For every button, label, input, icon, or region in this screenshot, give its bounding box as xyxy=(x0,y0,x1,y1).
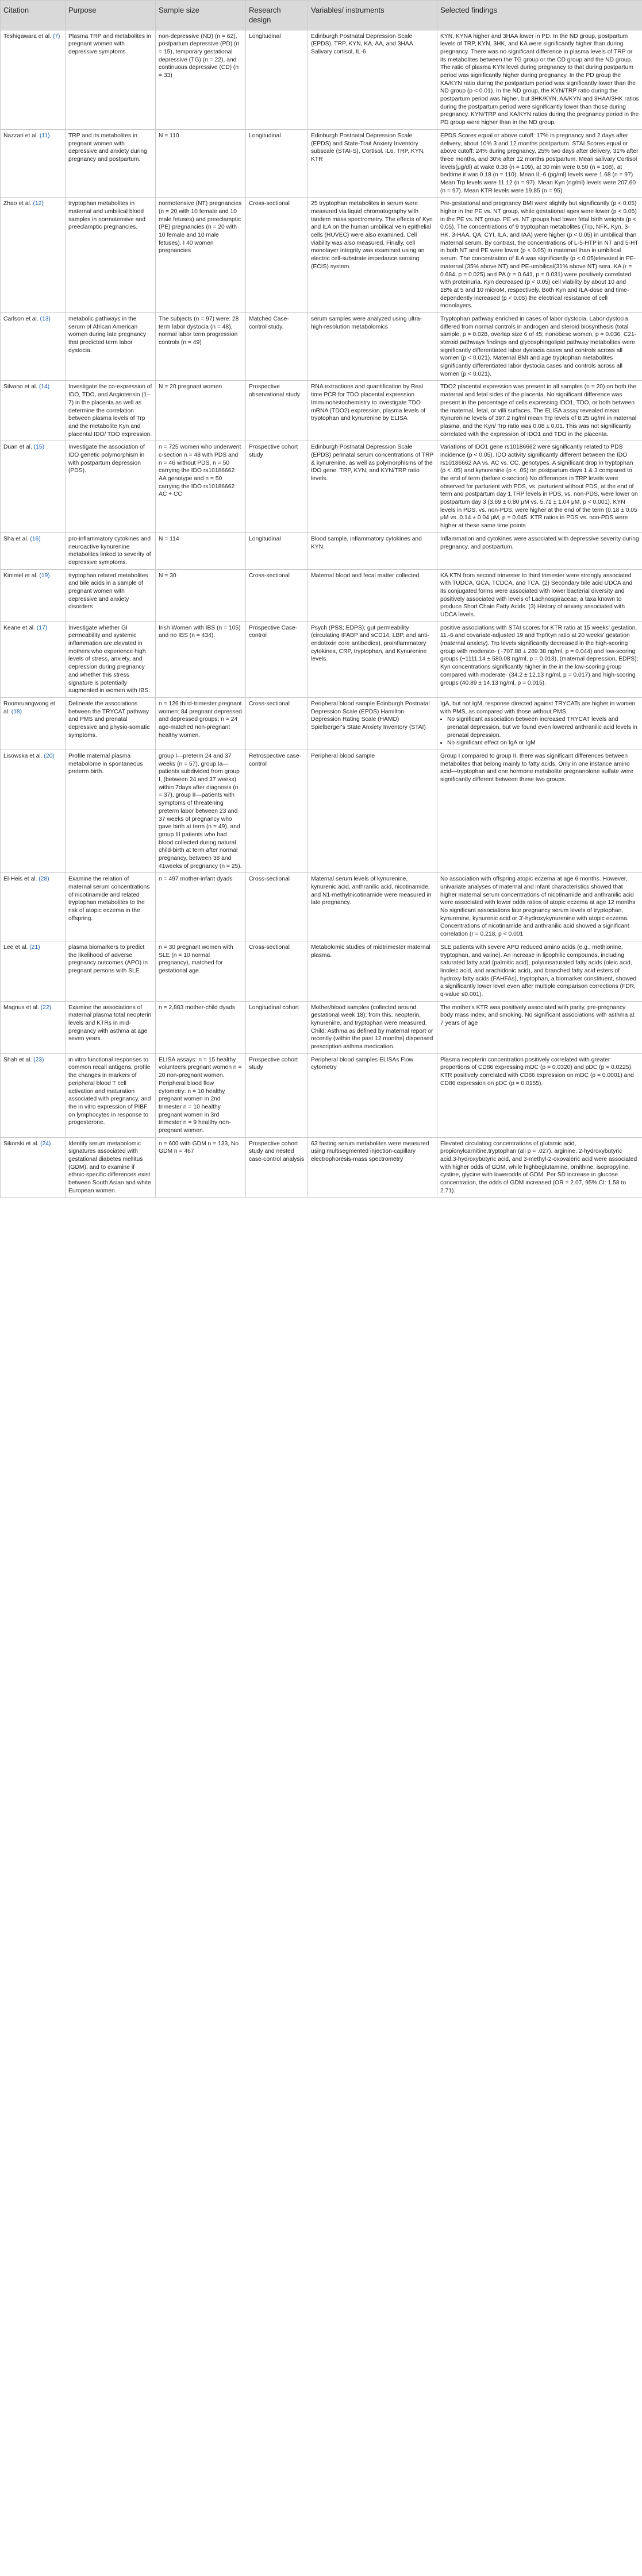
cell-sample-size xyxy=(156,873,246,941)
cell-variables xyxy=(308,129,437,198)
cell-findings xyxy=(437,941,642,1001)
cell-sample-size-text: n = 30 pregnant women with SLE (n = 10 normal pregnancy), matched for gestational age. xyxy=(159,944,233,974)
citation-author: Sikorski et al. xyxy=(3,1140,39,1147)
cell-research-design-text: Longitudinal xyxy=(249,535,281,542)
header-row xyxy=(1,1,642,30)
cell-research-design-text: Cross-sectional xyxy=(249,944,290,951)
cell-sample-size-text: normotensive (NT) pregnancies (n = 20 with 10 female and 10 male fetuses) and preeclamptic (PE) pregnancies (n = 20 with 10 female and 10 male fetuses). I 40 women pregnancies xyxy=(159,200,242,254)
cell-variables-text: Peripheral blood sample Edinburgh Postnatal Depression Scale (EPDS) Hamilton Depression Rating Scale (HAMD) Spielberger's State Anxiety Inventory (STAI) xyxy=(311,700,430,731)
cell-purpose xyxy=(66,873,156,941)
cell-purpose xyxy=(66,1053,156,1137)
citation-reference-link[interactable]: (11) xyxy=(39,132,50,139)
cell-purpose xyxy=(66,697,156,750)
cell-findings-text: Elevated circulating concentrations of glutamic acid, propionylcarnitine,tryptophan (all p = .027), arginine, 2-hydroxybutyric acid,3-hydroxybutyric acid, and 3-methyl-2-oxovaleric acid were associated with higher odds of GDM, while highbeglutamine, ornithine, isopropyline, cystine, glycine with lowerodds of GDM. Per SD increase in glucose concentration, the odds of GDM increased (OR = 2.07, 95% CI: 1.58 to 2.71). xyxy=(440,1140,637,1194)
cell-research-design-text: Matched Case-control study. xyxy=(249,315,289,330)
cell-findings xyxy=(437,621,642,697)
cell-variables xyxy=(308,569,437,621)
citation-reference-link[interactable]: (20) xyxy=(44,753,55,759)
cell-research-design xyxy=(246,1053,308,1137)
cell-variables xyxy=(308,381,437,441)
cell-research-design-text: Cross-sectional xyxy=(249,572,290,579)
cell-citation xyxy=(1,1001,66,1053)
cell-purpose-text: tryptophan metabolites in maternal and umbilical blood samples in normotensive and preeclamptic pregnancies. xyxy=(68,200,145,231)
cell-sample-size xyxy=(156,441,246,533)
cell-citation xyxy=(1,441,66,533)
table-row xyxy=(1,750,642,873)
cell-variables xyxy=(308,441,437,533)
cell-variables xyxy=(308,873,437,941)
cell-purpose-text: Investigate the association of IDO genetic polymorphism in with postpartum depression (PDS). xyxy=(68,444,145,474)
cell-variables-text: Edinburgh Postnatal Depression Scale (EPDS) and State-Trait Anxiety Inventory subscale (STAI-S), Cortisol, IL6, TRP, KYN, KTR xyxy=(311,132,425,163)
citation-author: Shah et al. xyxy=(3,1056,32,1063)
cell-variables xyxy=(308,1001,437,1053)
cell-purpose-text: plasma biomarkers to predict the likelihood of adverse pregnancy outcomes (APO) in pregnant persons with SLE. xyxy=(68,944,148,974)
cell-research-design xyxy=(246,129,308,198)
cell-citation xyxy=(1,941,66,1001)
cell-citation xyxy=(1,1137,66,1198)
cell-research-design xyxy=(246,873,308,941)
cell-purpose-text: in vitro functional responses to common recall antigens, profile the changes in markers of peripheral blood T cell activation and maturation associated with pregnancy, and the in vitro expression of PIBF on lymphocytes in response to progesterone. xyxy=(68,1056,151,1126)
cell-variables-text: RNA extractions and quantification by Real time PCR for TDO placental expression Immunohistochemistry to investigate TDO mRNA (TDO2) expression, plasma levels of tryptophan and kynurenine by ELISA xyxy=(311,384,426,422)
table-container xyxy=(0,0,642,1198)
cell-findings-text: Variations of IDO1 gene rs10186662 were significantly related to PDS incidence (p < 0.05). IDO activity significantly different between the IDO rs10186662 AA vs. AC vs. CC. genotypes. A significant drop in tryptophan (p < .05) and kynurenine (p < .05) on postpartum days 1 & 3 compared to the end of term (before c-section) No differences in TRP levels were observed for parturient with PDS, vs. parturient without PDS, at the end of term and postpartum day 1.TRP levels in PDS, vs. non-PDS, were lower on postpartum day 3 (3.69 ± 0.80 μM vs. 5.71 ± 1.04 μM, p < 0.001). KYN levels in PDS, vs. non-PDS, were higher at the end of the term (0.18 ± 0.05 μM vs. 0.14 ± 0.04 μM, p = 0.045. KTR ratios in PDS vs. non-PDS were higher at these same time points xyxy=(440,444,638,530)
cell-findings-text: SLE patients with severe APO reduced amino acids (e.g., methionine, tryptophan, and valine). An increase in lipophilic compounds, including saturated fatty acid (palmitic acid), polyunsaturated fatty acids (oleic acid, linoleic acid, and arachidonic acid), and branched fatty acid esters of hydroxy fatty acids (FAHFAs), tryptophan, a biomarker constituent, showed a significantly lower level even after multiple comparison corrections (FDR, q-value ≤0.001). xyxy=(440,944,637,998)
findings-bullet-item: • No significant association between increased TRYCAT levels and prenatal depression, but we found even lowered anthranilic acid levels in prenatal depression. xyxy=(447,716,639,739)
cell-findings xyxy=(437,1001,642,1053)
cell-findings-text: EPDS Scores equal or above cutoff: 17% in pregnancy and 2 days after delivery, about 10% 3 and 12 months postpartum. STAI Scores equal or above cutoff: 24% during pregnancy, 25% two days after delivery, 31% after three months, and 30% after 12 months postpartum. Mean salivary Cortisol levels(μg/dl) at wake 0.38 (n = 109), at 30 min were 0.50 (n = 108), at bedtime it was 0.18 (n = 110). Mean IL-6 (pg/ml) levels were 1.68 (n = 97). Mean Trp levels were 11.12 (n = 97). Mean Kyn (ng/ml) levels were 207.60 (n = 97). Mean KTR levels were 19.85 (n = 95). xyxy=(440,132,639,194)
table-row xyxy=(1,1137,642,1198)
cell-variables xyxy=(308,1137,437,1198)
header-purpose: Purpose xyxy=(66,1,156,30)
cell-purpose xyxy=(66,1001,156,1053)
header-citation: Citation xyxy=(1,1,66,30)
citation-reference-link[interactable]: (22) xyxy=(40,1004,52,1011)
cell-research-design-text: Cross-sectional xyxy=(249,700,290,707)
cell-research-design xyxy=(246,312,308,381)
cell-research-design xyxy=(246,441,308,533)
citation-reference-link[interactable]: (24) xyxy=(40,1140,51,1147)
cell-variables-text: Edinburgh Postnatal Depression Scale (EPDS) perinatal serum concentrations of TRP & kynurenine, as well as polymorphisms of the IDO gene. TRP, KYN, and KYN/TRP ratio levels. xyxy=(311,444,434,482)
cell-variables-text: 25 tryptophan metabolites in serum were measured via liquid chromatography with tandem mass spectrometry. The effects of Kyn and ILA on the human umbilical vein epithelial cells (HUVEC) were also examined. Cell viability was also measured. Finally, cell monolayer integrity was examined using an electric cell-substrate impedance sensing (ECIS) system. xyxy=(311,200,433,270)
citation-author: Roomruangwong et al. xyxy=(3,700,55,715)
cell-research-design xyxy=(246,1001,308,1053)
cell-findings-text: Plasma neopterin concentration positively correlated with greater proportions of CD86 expressing mDC (p = 0.0320) and pDC (p = 0.0225). KTR positively correlated with CD86 expression on mDC (p = 0.0001) and CD86 expression on pDC (p = 0.0155). xyxy=(440,1056,634,1087)
cell-purpose-text: Identify serum metabolomic signatures associated with gestational diabetes mellitus (GDM), and to examine if ethnic-specific differences exist between South Asian and white European women. xyxy=(68,1140,151,1194)
cell-purpose xyxy=(66,441,156,533)
cell-sample-size-text: N = 114 xyxy=(159,535,179,542)
table-row xyxy=(1,569,642,621)
table-header xyxy=(1,1,642,30)
citation-author: Lisowska et al. xyxy=(3,753,43,759)
cell-findings-text: Pre-gestational and pregnancy BMI were slightly but significantly (p < 0.05) higher in the PE vs. NT group, while gestational ages were lower (p < 0.05) in the PE vs. NT group. PE vs. NT groups had lower fetal birth weights (p < 0.05). The concentrations of 9 tryptophan metabolites (Trp, NFK, Kyn, 3-HK, 3-HAA, QA, CYI, ILA, and IAA) were higher (p < 0.05) in umbilical than maternal serum. By contrast, the concentrations of L-5-HTP in NT and 5-HT in both NT and PE were lower (p < 0.05) in maternal than in umbilical serum. The concentration of ILA was significantly (p < 0.05)elevated in PE-maternal (35% above NT) and PE-umbilical(31% above NT) sera. KA (r = 0.684, p = 0.025) and PA (r = 0.641, p = 0.031) were positively correlated with proteinuria. Kyn decreased (p < 0.05) cell viability by about 10 and 18% at 5 and 10 microM, respectively. Both Kyn and ILA-dose and time-dependently increased (p < 0.05) the electrical resistance of cell monolayers. xyxy=(440,200,639,310)
cell-findings xyxy=(437,697,642,750)
cell-variables-text: Maternal serum levels of kynurenine, kynurenic acid, anthranilic acid, nicotinamide, and N1-methylnicotinamide were measured in late pregnancy. xyxy=(311,876,432,906)
cell-sample-size-text: non-depressive (ND) (n = 62), postpartum depressive (PD) (n = 15), temporary gestational depressive (TG) (n = 22), and continuous depressive (CD) (n = 33) xyxy=(159,33,240,79)
citation-reference-link[interactable]: (16) xyxy=(30,535,41,542)
cell-sample-size xyxy=(156,532,246,569)
cell-research-design-text: Longitudinal xyxy=(249,132,281,139)
table-row xyxy=(1,198,642,313)
header-sample-size: Sample size xyxy=(156,1,246,30)
cell-purpose-text: Delineate the associations between the TRYCAT pathway and PMS and prenatal depressive and physio-somatic symptoms. xyxy=(68,700,150,739)
table-row xyxy=(1,697,642,750)
table-row xyxy=(1,312,642,381)
cell-citation xyxy=(1,569,66,621)
cell-research-design-text: Prospective cohort study xyxy=(249,444,298,458)
cell-research-design xyxy=(246,30,308,129)
cell-variables-text: Peripheral blood sample xyxy=(311,753,375,759)
cell-sample-size-text: n = 2,883 mother-child dyads xyxy=(159,1004,236,1011)
citation-author: Nazzari et al. xyxy=(3,132,39,139)
cell-research-design-text: Retrospective case-control xyxy=(249,753,301,767)
cell-citation xyxy=(1,621,66,697)
cell-sample-size xyxy=(156,1001,246,1053)
cell-variables xyxy=(308,941,437,1001)
cell-citation xyxy=(1,129,66,198)
cell-research-design xyxy=(246,198,308,313)
cell-sample-size xyxy=(156,312,246,381)
cell-variables xyxy=(308,532,437,569)
citation-author: Carlson et al. xyxy=(3,315,39,322)
cell-purpose xyxy=(66,1137,156,1198)
citation-author: El-Heis et al. xyxy=(3,876,37,883)
cell-purpose xyxy=(66,381,156,441)
citation-reference-link[interactable]: (17) xyxy=(36,624,48,631)
citation-author: Keane et al. xyxy=(3,624,35,631)
cell-purpose xyxy=(66,30,156,129)
cell-citation xyxy=(1,750,66,873)
cell-purpose-text: pro-inflammatory cytokines and neuroactive kynurenine metabolites linked to severity of depressive symptoms. xyxy=(68,535,151,566)
cell-research-design-text: Prospective cohort study xyxy=(249,1056,298,1071)
cell-variables xyxy=(308,1053,437,1137)
cell-variables-text: Peripheral blood samples ELISAs Flow cytometry xyxy=(311,1056,413,1071)
cell-purpose-text: TRP and its metabolites in pregnant women with depressive and anxiety during pregnancy and postpartum. xyxy=(68,132,147,163)
cell-sample-size-text: N = 20 pregnant women xyxy=(159,384,222,391)
cell-research-design xyxy=(246,941,308,1001)
cell-citation xyxy=(1,381,66,441)
header-findings: Selected findings xyxy=(437,1,642,30)
cell-research-design xyxy=(246,532,308,569)
table-row xyxy=(1,941,642,1001)
cell-sample-size-text: n = 126 third-trimester pregnant women: 84 pregnant depressed and depressed groups; n = 24 age-matched non-pregnant healthy women. xyxy=(159,700,242,739)
cell-citation xyxy=(1,532,66,569)
citation-reference-link[interactable]: (15) xyxy=(33,444,44,451)
citation-author: Silvano et al. xyxy=(3,384,37,391)
cell-variables-text: Psych (PSS; EDPS); gut permeability (circulating IFABP and sCD14, LBP, and anti-endotoxin core antibodies), proinflammatory cytokines, CRP, tryptophan, and Kynurenine levels. xyxy=(311,624,429,663)
table-row xyxy=(1,1001,642,1053)
citation-reference-link[interactable]: (14) xyxy=(39,384,50,391)
citation-author: Duan et al. xyxy=(3,444,32,451)
cell-findings-text: Tryptophan pathway enriched in cases of labor dystocia. Labor dystocia differed from normal controls in androgen and steroid biosynthesis (total sample, p = 0.028, overlap size 6 of 45; nonobese women, p = 0.036, C21-steroid pathways findings and glycosphingolipid pathway metabolites were significantly differentiated labor dystocia cases and controls across all women (p < 0.021). Maternal BMI and age tryptophan metabolites significantly differentiated labor dystocia cases and controls across all women (p < 0.021). xyxy=(440,315,637,377)
cell-sample-size-text: group I—preterm 24 and 37 weeks (n = 57), group Ia—patients subdivided from group I, (between 24 and 37 weeks) within 7days after diagnosis (n = 37), group II—patients with symptoms of threatening preterm labor between 23 and 37 weeks of pregnancy who gave birth at term (n = 49), and group III patients who had blood collected during natural child-birth at term after normal pregnancy, between 38 and 41weeks of pregnancy (n = 25). xyxy=(159,753,242,870)
cell-research-design-text: Longitudinal xyxy=(249,33,281,40)
cell-sample-size-text: n = 600 with GDM n = 133, No GDM n = 467 xyxy=(159,1140,239,1155)
cell-findings xyxy=(437,1053,642,1137)
cell-research-design-text: Cross-sectional xyxy=(249,200,290,207)
cell-findings-text: IgA, but not IgM, response directed against TRYCATs are higher in women with PMS, as compared with those without PMS. xyxy=(440,700,636,715)
citation-author: Lee et al. xyxy=(3,944,28,951)
cell-variables-text: Metabolomic studies of midtrimester maternal plasma. xyxy=(311,944,430,959)
table-body xyxy=(1,30,642,1198)
cell-sample-size-text: N = 110 xyxy=(159,132,179,139)
cell-sample-size-text: Irish Women with IBS (n = 105) and no IBS (n = 434). xyxy=(159,624,241,639)
cell-sample-size xyxy=(156,750,246,873)
cell-sample-size xyxy=(156,569,246,621)
cell-variables-text: 63 fasting serum metabolites were measured using multisegmented injection-capillary electrophoresis-mass spectrometry xyxy=(311,1140,429,1163)
cell-variables xyxy=(308,30,437,129)
cell-variables xyxy=(308,621,437,697)
citation-author: Kimmel et al. xyxy=(3,572,38,579)
cell-variables xyxy=(308,750,437,873)
cell-purpose xyxy=(66,312,156,381)
findings-bullet-list xyxy=(440,716,639,747)
table-row xyxy=(1,441,642,533)
cell-sample-size xyxy=(156,198,246,313)
cell-purpose-text: Plasma TRP and metabolites in pregnant women with depressive symptoms xyxy=(68,33,151,55)
cell-variables xyxy=(308,312,437,381)
cell-findings xyxy=(437,30,642,129)
cell-findings xyxy=(437,198,642,313)
cell-research-design xyxy=(246,621,308,697)
table-row xyxy=(1,1053,642,1137)
cell-findings xyxy=(437,129,642,198)
cell-variables-text: Blood sample, inflammatory cytokines and KYN. xyxy=(311,535,422,550)
cell-purpose xyxy=(66,532,156,569)
cell-variables xyxy=(308,697,437,750)
table-row xyxy=(1,381,642,441)
cell-research-design xyxy=(246,750,308,873)
citation-author: Sha et al. xyxy=(3,535,29,542)
cell-sample-size xyxy=(156,941,246,1001)
cell-findings-text: Inflammation and cytokines were associated with depressive severity during pregnancy, and postpartum. xyxy=(440,535,639,550)
cell-citation xyxy=(1,1053,66,1137)
cell-research-design-text: Cross-sectional xyxy=(249,876,290,883)
citation-reference-link[interactable]: (13) xyxy=(40,315,51,322)
header-research-design: Research design xyxy=(246,1,308,30)
cell-findings xyxy=(437,1137,642,1198)
cell-research-design-text: Prospective observational study xyxy=(249,384,300,399)
table-row xyxy=(1,30,642,129)
cell-purpose-text: Examine the relation of maternal serum concentrations of nicotinamide and related tryptophan metabolites to the risk of atopic eczema in the offspring. xyxy=(68,876,150,922)
cell-sample-size-text: n = 497 mother-infant dyads xyxy=(159,876,233,883)
cell-purpose xyxy=(66,198,156,313)
citation-reference-link[interactable]: (23) xyxy=(33,1056,44,1063)
citation-reference-link[interactable]: (19) xyxy=(39,572,50,579)
cell-research-design xyxy=(246,381,308,441)
citation-reference-link[interactable]: (12) xyxy=(33,200,44,207)
cell-findings xyxy=(437,750,642,873)
cell-citation xyxy=(1,312,66,381)
citation-reference-link[interactable]: (21) xyxy=(29,944,40,951)
cell-sample-size xyxy=(156,1053,246,1137)
cell-findings-text: The mother's KTR was positively associated with parity, pre-pregnancy body mass index, and smoking. No significant associations with asthma at 7 years of age xyxy=(440,1004,635,1026)
cell-purpose-text: Investigate whether GI permeability and systemic inflammation are elevated in mothers who experience high levels of stress, anxiety, and depression during pregnancy and whether this stress signature is potentially augmented in women with IBS. xyxy=(68,624,150,694)
cell-variables-text: serum samples were analyzed using ultra-high-resolution metabolomics xyxy=(311,315,422,330)
cell-sample-size-text: ELISA assays: n = 15 healthy volunteers pregnant women n = 20 non-pregnant women. Peripheral blood flow cytometry: n = 10 healthy pregnant women in 2nd trimester n = 10 healthy pregnant women in 3rd trimester n = 9 healthy non-pregnant women. xyxy=(159,1056,242,1134)
cell-findings-text: Group I compared to group II, there was significant differences between metabolites that belong mainly to fatty acids. Only in one instance amino acid—tryptophan and one hormone metabolite pregnanolone sulfate were significantly different between these two groups. xyxy=(440,753,634,783)
cell-citation xyxy=(1,198,66,313)
cell-citation xyxy=(1,30,66,129)
citation-author: Teshigawara et al. xyxy=(3,33,51,40)
cell-research-design xyxy=(246,1137,308,1198)
cell-purpose xyxy=(66,941,156,1001)
cell-findings-text: No association with offspring atopic eczema at age 6 months. However, univariate analyses of maternal and infant characteristics showed that higher maternal serum concentrations of nicotinamide and anthranilic acid were associated with lower odds ratios of atopic eczema at age 12 months No significant associations late pregnancy serum levels of tryptophan, kynurenine, kynurenic acid or 3'-hydroxykynurenine with atopic eczema. Concentrations of nicotinamide and anthranilic acid showed a significant correlation (r = 0.218, p < 0.001 xyxy=(440,876,636,938)
cell-findings-text: positive associations with STAI scores for KTR ratio at 15 weeks' gestation, 11.-6 and covariate-adjusted 19 and Trp/Kyn ratio at 20 weeks' gestation (maternal anxiety). Trp levels significantly decreased in the high-scoring group with moderate- (−707.88 ± 289.38 ng/ml, p = 0.044) and low-scoring groups (−1111.14 ± 580.08 ng/ml, p = 0.013). (maternal depression, EDPS); Kyn concentrations significantly higher in the in the low-scoring group compared with moderate- (34.2 ± 12.13 ng/ml, p = 0.017) and high-scoring groups (40.89 ± 14.13 ng/ml, p = 0.015). xyxy=(440,624,639,686)
table-row xyxy=(1,129,642,198)
table-row xyxy=(1,873,642,941)
cell-sample-size-text: n = 725 women who underwent c-section n = 48 with PDS and n = 46 without PDS, n = 50 carrying the IDO rs10186662 AA genotype and n = 50 carrying the IDO rs10186662 AC + CC xyxy=(159,444,241,498)
cell-purpose xyxy=(66,750,156,873)
cell-variables-text: Edinburgh Postnatal Depression Scale (EPDS). TRP, KYN, KA, AA, and 3HAA Salivary cortisol, IL-6 xyxy=(311,33,413,55)
cell-research-design-text: Prospective Case-control xyxy=(249,624,298,639)
cell-findings xyxy=(437,532,642,569)
cell-research-design xyxy=(246,697,308,750)
header-variables: Variables/ instruments xyxy=(308,1,437,30)
cell-variables-text: Maternal blood and fecal matter collected. xyxy=(311,572,421,579)
cell-research-design-text: Longitudinal cohort xyxy=(249,1004,299,1011)
cell-research-design xyxy=(246,569,308,621)
citation-author: Magnus et al. xyxy=(3,1004,39,1011)
findings-bullet-item: • No significant effect on IgA or IgM xyxy=(447,739,639,747)
cell-sample-size xyxy=(156,30,246,129)
cell-purpose-text: metabolic pathways in the serum of African American women during late pregnancy that predicted term labor dystocia. xyxy=(68,315,147,354)
cell-sample-size xyxy=(156,129,246,198)
cell-sample-size xyxy=(156,621,246,697)
citation-reference-link[interactable]: (18) xyxy=(11,708,22,715)
cell-purpose xyxy=(66,569,156,621)
cell-sample-size-text: N = 30 xyxy=(159,572,176,579)
cell-findings-text: TDO2 placental expression was present in all samples (n = 20) on both the maternal and fetal sides of the placenta. No significant difference was present in the percentage of cells expressing IDO1, TDO, or both between the maternal, fetal, or villi surfaces. The ELISA assay revealed mean Kynurenine levels of 397.2 ng/ml mean Trp levels of 8.25 ug/ml in maternal plasma, and the Kyn/ Trp ratio was 0.08 ± 0.01. This was not significantly correlated with the expression of IDO1 and TDO in the placenta. xyxy=(440,384,637,438)
citation-reference-link[interactable]: (7) xyxy=(52,33,60,40)
cell-variables-text: Mother/blood samples (collected around gestational week 18); from this, neopterin, kynurenine, and tryptophan were measured. Child: Asthma as defined by maternal report or recently (within the past 12 months) dispensed prescription asthma medication. xyxy=(311,1004,433,1051)
cell-purpose-text: tryptophan related metabolites and bile acids in a sample of pregnant women with depressive and anxiety disorders xyxy=(68,572,148,611)
cell-citation xyxy=(1,873,66,941)
cell-purpose-text: Investigate the co-expression of IDO, TDO, and Angiotensin (1–7) in the placenta as well as determine the correlation between plasma levels of Trp and the metabolite Kyn and placental IDO/ TDO expression. xyxy=(68,384,152,438)
cell-variables xyxy=(308,198,437,313)
cell-sample-size-text: The subjects (n = 97) were: 28 term labor dystocia (n = 48), normal labor term progression controls (n = 49) xyxy=(159,315,239,346)
cell-findings xyxy=(437,873,642,941)
cell-findings-text: KA KTN from second trimester to third trimester were strongly associated with TUDCA, GCA, TCDCA, and TCA. (2) Secondary bile acid UDCA and its conjugated forms were associated with lower bacterial diversity and positively associated with levels of Lachnospiraceae, a taxa known to produce Short Chain Fatty Acids. (3) History of anxiety associated with UDCA levels. xyxy=(440,572,633,618)
cell-sample-size xyxy=(156,1137,246,1198)
cell-findings xyxy=(437,381,642,441)
citation-author: Zhao et al. xyxy=(3,200,32,207)
cell-findings xyxy=(437,441,642,533)
cell-citation xyxy=(1,697,66,750)
studies-table xyxy=(0,0,642,1198)
table-row xyxy=(1,621,642,697)
cell-purpose-text: Profile maternal plasma metabolome in spontaneous preterm birth. xyxy=(68,753,143,775)
cell-research-design-text: Prospective cohort study and nested case-control analysis xyxy=(249,1140,305,1163)
cell-findings xyxy=(437,312,642,381)
cell-sample-size xyxy=(156,697,246,750)
cell-findings xyxy=(437,569,642,621)
citation-reference-link[interactable]: (28) xyxy=(39,876,49,883)
cell-sample-size xyxy=(156,381,246,441)
table-row xyxy=(1,532,642,569)
cell-purpose xyxy=(66,621,156,697)
cell-purpose xyxy=(66,129,156,198)
cell-findings-text: KYN, KYNA higher and 3HAA lower in PD. In the ND group, postpartum levels of TRP, KYN, 3HK, and KA were significantly higher than during pregnancy. There was no significant difference in plasma levels of TRP or its metabolites between the TG group or the CD group and the ND group. The ratio of plasma KYN level during pregnancy to that during postpartum period was significantly higher during pregnancy. In the PD group the KA/KYN ratio during the postpartum period was significantly lower than the ND group (p < 0.01). In the ND group, the KYN/TRP ratio during the postpartum period was higher, but 3HK/KYN, AA/KYN and 3HAA/3HK ratios during the postpartum period were significantly lower than those during pregnancy. KYN/TRP and KA/KYN ratios during the pregnancy period in the PD group were higher than in the ND group. xyxy=(440,33,639,126)
cell-purpose-text: Examine the associations of maternal plasma total neopterin levels and KTRs in mid-pregnancy with asthma at age seven years. xyxy=(68,1004,152,1042)
